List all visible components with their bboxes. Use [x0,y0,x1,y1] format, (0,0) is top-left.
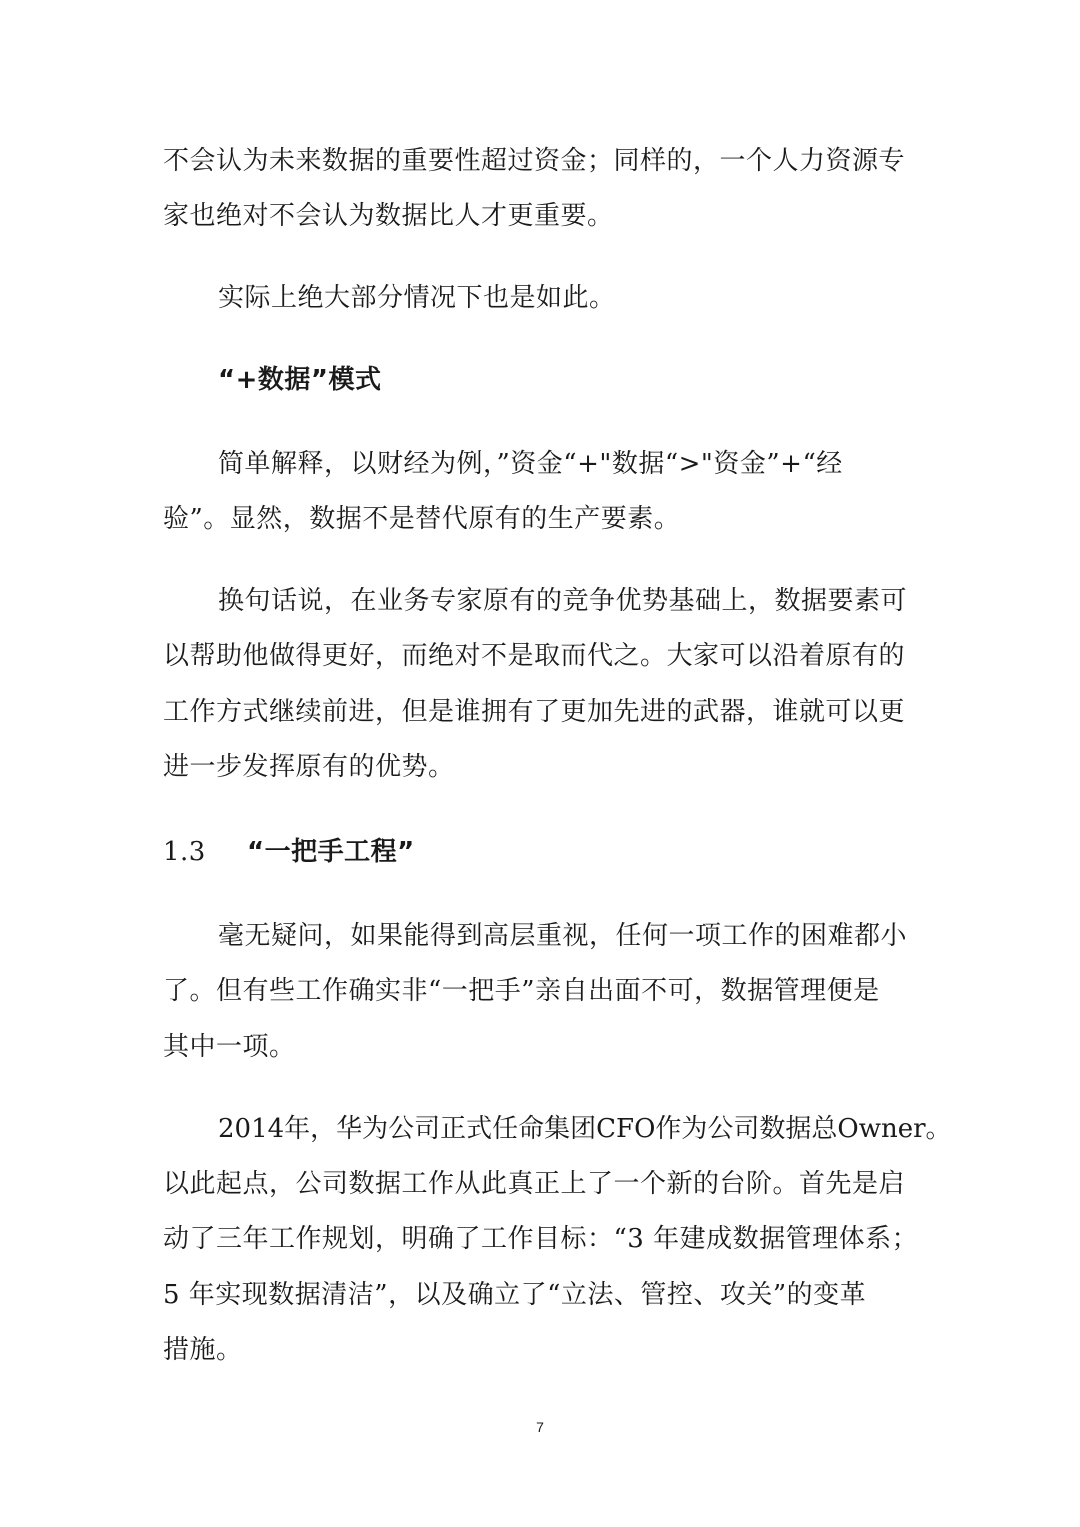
paragraph-line: 毫无疑问，如果能得到高层重视，任何一项工作的困难都小 [218,921,908,951]
paragraph-line: 简单解释，以财经为例，”资金“+"数据“>"资金”+“经 [218,449,843,479]
paragraph-line: 其中一项。 [163,1032,296,1062]
paragraph-line: 进一步发挥原有的优势。 [163,752,455,782]
paragraph-line: 不会认为未来数据的重要性超过资金；同样的，一个人力资源专 [163,146,906,176]
paragraph-line: 2014年，华为公司正式任命集团CFO作为公司数据总Owner。 [218,1114,952,1144]
section-heading: “+数据”模式 [218,365,382,395]
paragraph-line: 5 年实现数据清洁”，以及确立了“立法、管控、攻关”的变革 [163,1280,867,1310]
paragraph-line: 了。但有些工作确实非“一把手”亲自出面不可，数据管理便是 [163,976,880,1006]
paragraph-line: 实际上绝大部分情况下也是如此。 [218,283,616,313]
paragraph-line: 家也绝对不会认为数据比人才更重要。 [163,201,614,231]
section-number: 1.3 [163,837,206,867]
paragraph-line: 工作方式继续前进，但是谁拥有了更加先进的武器，谁就可以更 [163,697,906,727]
paragraph-line: 以此起点，公司数据工作从此真正上了一个新的台阶。首先是启 [163,1169,906,1199]
paragraph-line: 换句话说，在业务专家原有的竞争优势基础上，数据要素可 [218,586,908,616]
paragraph-line: 验”。显然，数据不是替代原有的生产要素。 [163,504,681,534]
section-heading-1-3 [163,835,415,869]
paragraph-line: 措施。 [163,1335,243,1365]
paragraph-line: 以帮助他做得更好，而绝对不是取而代之。大家可以沿着原有的 [163,641,906,671]
page-number: 7 [536,1419,544,1435]
paragraph-line: 动了三年工作规划，明确了工作目标：“3 年建成数据管理体系； [163,1224,919,1254]
section-title: “一把手工程” [246,837,415,867]
